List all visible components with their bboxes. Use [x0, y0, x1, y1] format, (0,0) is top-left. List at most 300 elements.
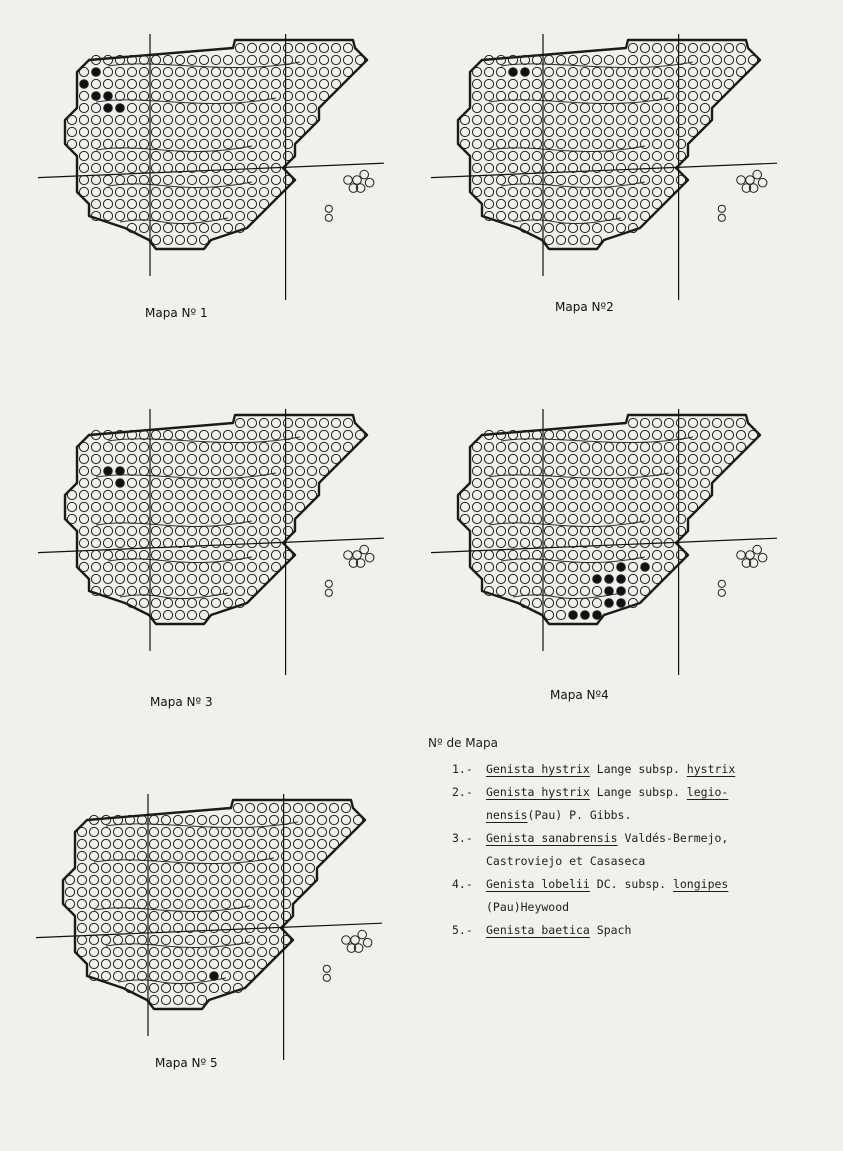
- grid-cell: [113, 827, 122, 836]
- grid-cell: [676, 67, 685, 76]
- grid-cell: [233, 839, 242, 848]
- grid-cell: [295, 115, 304, 124]
- grid-cell: [151, 550, 160, 559]
- grid-cell: [115, 139, 124, 148]
- grid-cell: [127, 199, 136, 208]
- grid-cell: [223, 574, 232, 583]
- grid-cell: [724, 55, 733, 64]
- grid-cell: [235, 430, 244, 439]
- grid-cell: [700, 466, 709, 475]
- grid-cell: [173, 851, 182, 860]
- grid-cell: [628, 466, 637, 475]
- grid-cell: [209, 923, 218, 932]
- grid-cell: [568, 586, 577, 595]
- grid-cell: [568, 574, 577, 583]
- grid-cell: [532, 199, 541, 208]
- grid-cell: [173, 827, 182, 836]
- grid-cell: [592, 490, 601, 499]
- grid-cell: [173, 839, 182, 848]
- grid-cell: [139, 454, 148, 463]
- grid-cell: [103, 175, 112, 184]
- grid-cell: [161, 971, 170, 980]
- grid-cell: [640, 514, 649, 523]
- grid-cell: [151, 55, 160, 64]
- grid-cell: [604, 115, 613, 124]
- grid-cell: [604, 55, 613, 64]
- grid-cell: [235, 514, 244, 523]
- grid-cell: [149, 923, 158, 932]
- grid-cell: [319, 454, 328, 463]
- grid-cell: [127, 574, 136, 583]
- grid-cell: [568, 478, 577, 487]
- grid-cell: [508, 139, 517, 148]
- grid-cell: [211, 115, 220, 124]
- grid-cell: [235, 115, 244, 124]
- grid-cell: [652, 466, 661, 475]
- grid-cell: [628, 139, 637, 148]
- grid-cell: [592, 91, 601, 100]
- grid-cell: [199, 223, 208, 232]
- grid-cell: [187, 199, 196, 208]
- grid-cell: [187, 430, 196, 439]
- grid-cell: [199, 490, 208, 499]
- island-cell: [325, 214, 332, 221]
- grid-cell: [283, 442, 292, 451]
- grid-cell: [604, 175, 613, 184]
- grid-cell: [163, 67, 172, 76]
- grid-cell: [472, 538, 481, 547]
- grid-cell: [115, 211, 124, 220]
- grid-cell: [79, 538, 88, 547]
- island-cell: [323, 965, 330, 972]
- grid-cell: [460, 514, 469, 523]
- grid-cell: [508, 115, 517, 124]
- grid-cell: [211, 526, 220, 535]
- grid-cell: [137, 863, 146, 872]
- grid-cell: [115, 127, 124, 136]
- grid-cell: [508, 103, 517, 112]
- grid-cell: [199, 79, 208, 88]
- grid-cell: [640, 526, 649, 535]
- grid-cell: [223, 442, 232, 451]
- grid-cell: [592, 103, 601, 112]
- grid-cell: [271, 466, 280, 475]
- grid-cell: [496, 139, 505, 148]
- grid-cell: [245, 887, 254, 896]
- island-cell: [753, 545, 762, 554]
- grid-cell: [269, 875, 278, 884]
- grid-cell: [544, 430, 553, 439]
- grid-cell: [580, 79, 589, 88]
- grid-cell: [199, 127, 208, 136]
- grid-cell: [676, 478, 685, 487]
- grid-cell: [235, 163, 244, 172]
- grid-cell: [209, 827, 218, 836]
- grid-cell: [281, 875, 290, 884]
- grid-cell: [556, 223, 565, 232]
- iberia-grid-map: [425, 30, 775, 320]
- grid-cell: [139, 187, 148, 196]
- grid-cell: [616, 490, 625, 499]
- grid-cell: [235, 490, 244, 499]
- grid-cell: [592, 199, 601, 208]
- grid-cell: [151, 91, 160, 100]
- grid-cell: [185, 899, 194, 908]
- grid-cell: [89, 935, 98, 944]
- grid-cell: [331, 55, 340, 64]
- grid-cell: [484, 79, 493, 88]
- grid-cell: [209, 947, 218, 956]
- grid-cell: [223, 67, 232, 76]
- grid-cell: [163, 430, 172, 439]
- grid-cell: [484, 466, 493, 475]
- grid-cell: [293, 851, 302, 860]
- grid-cell: [281, 827, 290, 836]
- legend-text-segment: nensis: [486, 808, 528, 822]
- grid-cell: [724, 79, 733, 88]
- grid-cell: [532, 223, 541, 232]
- grid-cell: [197, 983, 206, 992]
- grid-cell: [496, 103, 505, 112]
- grid-cell: [484, 514, 493, 523]
- grid-cell: [604, 223, 613, 232]
- grid-cell: [568, 430, 577, 439]
- grid-cell: [532, 562, 541, 571]
- grid-cell: [115, 538, 124, 547]
- grid-cell: [125, 971, 134, 980]
- grid-cell: [89, 959, 98, 968]
- grid-cell: [163, 550, 172, 559]
- grid-cell: [151, 67, 160, 76]
- grid-cell: [556, 514, 565, 523]
- grid-cell: [91, 538, 100, 547]
- grid-cell: [247, 502, 256, 511]
- grid-cell: [568, 442, 577, 451]
- grid-cell: [67, 514, 76, 523]
- grid-cell: [736, 418, 745, 427]
- grid-cell: [101, 839, 110, 848]
- grid-cell: [65, 899, 74, 908]
- grid-cell: [604, 151, 613, 160]
- grid-cell: [115, 175, 124, 184]
- grid-cell: [283, 67, 292, 76]
- grid-cell: [233, 875, 242, 884]
- grid-cell: [137, 827, 146, 836]
- grid-cell: [259, 175, 268, 184]
- grid-cell: [91, 151, 100, 160]
- grid-cell: [532, 151, 541, 160]
- grid-cell: [199, 430, 208, 439]
- grid-cell: [79, 115, 88, 124]
- grid-cell: [247, 454, 256, 463]
- grid-cell: [235, 199, 244, 208]
- grid-cell: [103, 514, 112, 523]
- grid-cell: [281, 899, 290, 908]
- grid-cell: [700, 478, 709, 487]
- grid-cell: [247, 586, 256, 595]
- grid-cell: [484, 550, 493, 559]
- grid-cell: [247, 550, 256, 559]
- grid-cell: [103, 115, 112, 124]
- grid-cell: [211, 127, 220, 136]
- grid-cell: [103, 55, 112, 64]
- grid-cell: [233, 887, 242, 896]
- grid-cell: [736, 55, 745, 64]
- grid-cell: [568, 139, 577, 148]
- grid-cell: [281, 815, 290, 824]
- grid-cell: [484, 562, 493, 571]
- grid-cell: [676, 454, 685, 463]
- grid-cell: [139, 67, 148, 76]
- grid-cell: [245, 947, 254, 956]
- grid-cell: [628, 586, 637, 595]
- grid-cell: [103, 574, 112, 583]
- grid-cell: [259, 151, 268, 160]
- grid-cell: [113, 863, 122, 872]
- grid-cell: [664, 466, 673, 475]
- map-panel-4: [425, 405, 775, 705]
- grid-cell: [592, 211, 601, 220]
- grid-cell: [127, 514, 136, 523]
- island-cell: [365, 178, 374, 187]
- grid-cell: [676, 103, 685, 112]
- grid-cell: [137, 851, 146, 860]
- grid-cell: [688, 91, 697, 100]
- grid-cell: [199, 211, 208, 220]
- grid-cell: [532, 466, 541, 475]
- grid-cell: [628, 127, 637, 136]
- grid-cell: [283, 490, 292, 499]
- grid-cell: [616, 55, 625, 64]
- grid-cell: [185, 983, 194, 992]
- grid-cell: [103, 478, 112, 487]
- grid-cell: [79, 91, 88, 100]
- grid-cell: [712, 91, 721, 100]
- grid-cell: [77, 923, 86, 932]
- grid-cell: [580, 478, 589, 487]
- grid-cell: [472, 454, 481, 463]
- grid-cell: [139, 538, 148, 547]
- grid-cell: [520, 526, 529, 535]
- grid-cell: [532, 430, 541, 439]
- grid-cell: [736, 430, 745, 439]
- occupied-cell: [104, 467, 113, 476]
- grid-cell: [247, 478, 256, 487]
- grid-cell: [223, 586, 232, 595]
- occupied-cell: [593, 575, 602, 584]
- grid-cell: [125, 923, 134, 932]
- grid-cell: [199, 454, 208, 463]
- grid-cell: [283, 103, 292, 112]
- grid-cell: [113, 971, 122, 980]
- grid-cell: [199, 187, 208, 196]
- occupied-cell: [210, 972, 219, 981]
- grid-cell: [460, 502, 469, 511]
- grid-cell: [139, 55, 148, 64]
- grid-cell: [235, 187, 244, 196]
- grid-cell: [175, 175, 184, 184]
- grid-cell: [616, 103, 625, 112]
- grid-cell: [281, 911, 290, 920]
- grid-cell: [211, 562, 220, 571]
- grid-cell: [484, 187, 493, 196]
- grid-cell: [173, 959, 182, 968]
- grid-cell: [113, 887, 122, 896]
- grid-cell: [235, 466, 244, 475]
- occupied-cell: [605, 575, 614, 584]
- grid-cell: [223, 502, 232, 511]
- grid-cell: [197, 959, 206, 968]
- grid-cell: [115, 490, 124, 499]
- grid-cell: [211, 442, 220, 451]
- grid-cell: [616, 502, 625, 511]
- grid-cell: [640, 127, 649, 136]
- grid-cell: [103, 163, 112, 172]
- grid-cell: [67, 127, 76, 136]
- grid-cell: [259, 514, 268, 523]
- grid-cell: [163, 442, 172, 451]
- grid-cell: [137, 923, 146, 932]
- grid-cell: [259, 91, 268, 100]
- grid-cell: [77, 911, 86, 920]
- grid-cell: [604, 163, 613, 172]
- grid-cell: [544, 610, 553, 619]
- grid-cell: [664, 139, 673, 148]
- grid-cell: [652, 502, 661, 511]
- grid-cell: [628, 175, 637, 184]
- grid-cell: [496, 115, 505, 124]
- grid-cell: [163, 211, 172, 220]
- grid-cell: [556, 127, 565, 136]
- grid-cell: [532, 79, 541, 88]
- grid-cell: [580, 526, 589, 535]
- grid-cell: [307, 454, 316, 463]
- grid-cell: [664, 55, 673, 64]
- grid-cell: [259, 574, 268, 583]
- legend-item: [428, 827, 828, 873]
- grid-cell: [472, 163, 481, 172]
- grid-cell: [283, 466, 292, 475]
- grid-cell: [652, 151, 661, 160]
- grid-cell: [283, 526, 292, 535]
- grid-cell: [568, 187, 577, 196]
- grid-cell: [580, 514, 589, 523]
- grid-cell: [307, 67, 316, 76]
- grid-cell: [173, 887, 182, 896]
- grid-cell: [472, 562, 481, 571]
- grid-cell: [676, 430, 685, 439]
- grid-cell: [472, 103, 481, 112]
- grid-cell: [293, 839, 302, 848]
- grid-cell: [724, 418, 733, 427]
- grid-cell: [496, 526, 505, 535]
- grid-cell: [209, 935, 218, 944]
- legend-text-segment: Genista lobelii: [486, 877, 590, 891]
- grid-cell: [91, 79, 100, 88]
- grid-cell: [91, 502, 100, 511]
- grid-cell: [259, 478, 268, 487]
- grid-cell: [149, 947, 158, 956]
- grid-cell: [163, 175, 172, 184]
- grid-cell: [91, 490, 100, 499]
- grid-cell: [676, 151, 685, 160]
- grid-cell: [77, 899, 86, 908]
- grid-cell: [77, 887, 86, 896]
- grid-cell: [211, 151, 220, 160]
- grid-cell: [532, 187, 541, 196]
- grid-cell: [484, 127, 493, 136]
- grid-cell: [748, 430, 757, 439]
- grid-cell: [199, 598, 208, 607]
- grid-cell: [103, 502, 112, 511]
- grid-cell: [185, 971, 194, 980]
- grid-cell: [580, 502, 589, 511]
- grid-cell: [271, 526, 280, 535]
- grid-cell: [724, 43, 733, 52]
- grid-cell: [151, 526, 160, 535]
- grid-cell: [235, 454, 244, 463]
- grid-cell: [235, 43, 244, 52]
- grid-cell: [712, 79, 721, 88]
- grid-cell: [163, 79, 172, 88]
- grid-cell: [652, 418, 661, 427]
- grid-cell: [592, 466, 601, 475]
- grid-cell: [163, 163, 172, 172]
- legend-item-number: 5.-: [452, 923, 473, 937]
- grid-cell: [484, 526, 493, 535]
- grid-cell: [496, 478, 505, 487]
- grid-cell: [175, 562, 184, 571]
- grid-cell: [640, 442, 649, 451]
- grid-cell: [580, 562, 589, 571]
- grid-cell: [496, 550, 505, 559]
- grid-cell: [245, 815, 254, 824]
- grid-cell: [592, 187, 601, 196]
- grid-cell: [496, 79, 505, 88]
- island-cell: [718, 205, 725, 212]
- grid-cell: [676, 139, 685, 148]
- legend-item-line: [486, 827, 828, 850]
- grid-cell: [484, 502, 493, 511]
- grid-cell: [89, 827, 98, 836]
- grid-cell: [151, 430, 160, 439]
- grid-cell: [520, 478, 529, 487]
- grid-cell: [604, 79, 613, 88]
- grid-cell: [580, 574, 589, 583]
- grid-cell: [115, 586, 124, 595]
- grid-cell: [616, 127, 625, 136]
- occupied-cell: [593, 611, 602, 620]
- grid-cell: [235, 79, 244, 88]
- grid-cell: [175, 103, 184, 112]
- grid-cell: [508, 163, 517, 172]
- map-panel-2: [425, 30, 775, 320]
- grid-cell: [628, 115, 637, 124]
- grid-cell: [664, 151, 673, 160]
- grid-cell: [544, 586, 553, 595]
- grid-cell: [496, 502, 505, 511]
- grid-cell: [700, 454, 709, 463]
- grid-cell: [173, 995, 182, 1004]
- grid-cell: [245, 971, 254, 980]
- grid-cell: [235, 502, 244, 511]
- grid-cell: [331, 79, 340, 88]
- grid-cell: [247, 199, 256, 208]
- grid-cell: [520, 187, 529, 196]
- grid-cell: [580, 466, 589, 475]
- grid-cell: [580, 490, 589, 499]
- legend-item-line: [486, 850, 828, 873]
